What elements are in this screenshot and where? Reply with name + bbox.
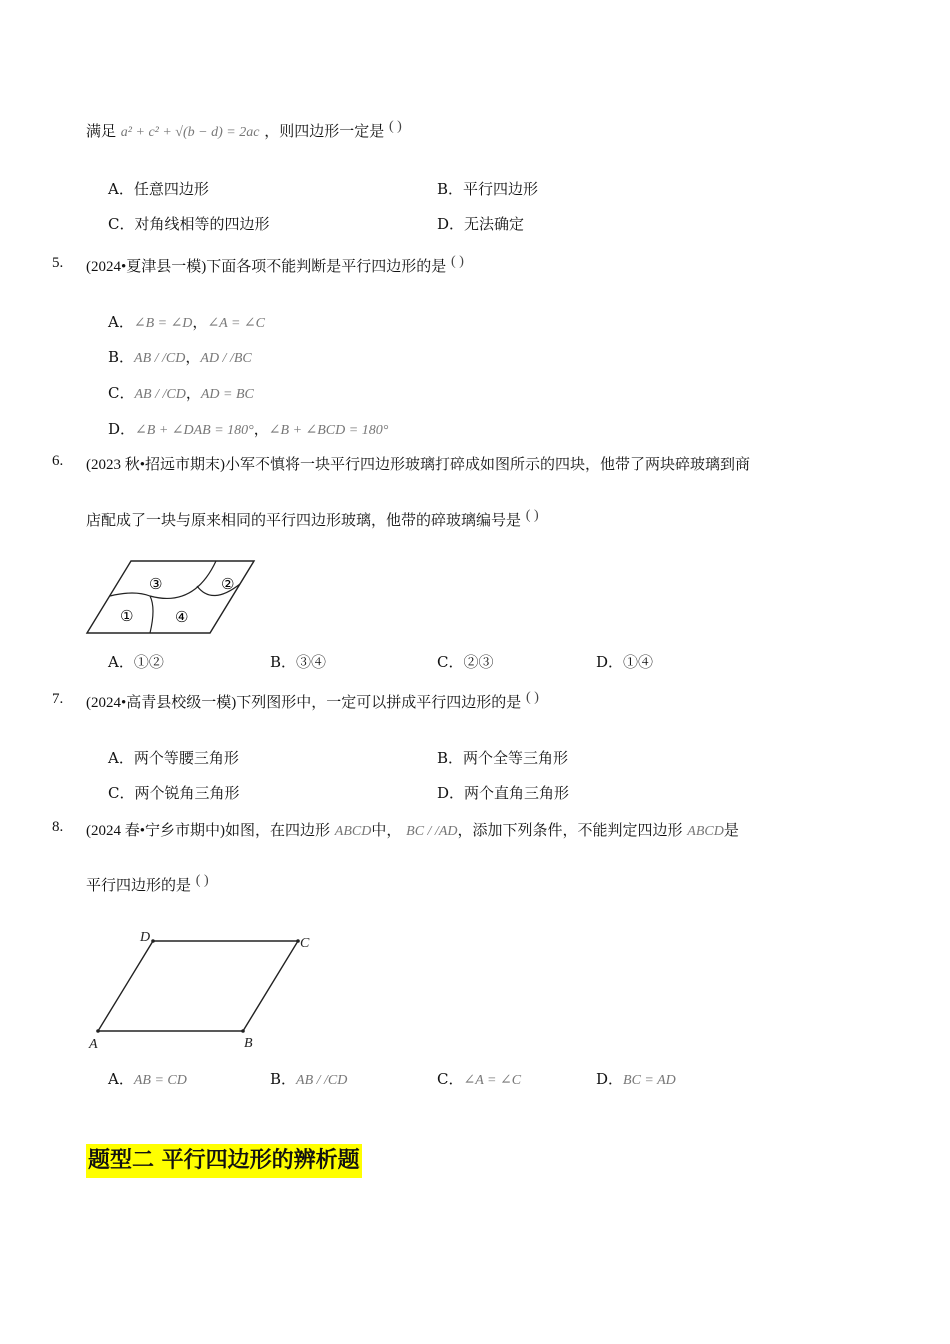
q7-number: 7. (52, 691, 64, 707)
q4-option-b: B．平行四边形 (437, 180, 539, 198)
q6-option-a: A．①② (108, 653, 164, 671)
q5-option-b: B．AB / /CD，AD / /BC (108, 348, 252, 366)
q8-option-d: D．BC = AD (596, 1070, 676, 1088)
piece-label-3: ③ (149, 575, 163, 593)
q4-option-d: D．无法确定 (437, 215, 525, 233)
q5-option-c: C．AB / /CD，AD = BC (108, 384, 254, 402)
q5-option-a: A．∠B = ∠D，∠A = ∠C (108, 313, 265, 331)
parallelogram-abcd-figure (86, 925, 322, 1053)
q7-option-c: C．两个锐角三角形 (108, 784, 240, 802)
q7-option-a: A．两个等腰三角形 (108, 749, 239, 767)
label-a: A (89, 1037, 98, 1052)
q8-stem-line2: 平行四边形的是 ( ) (86, 873, 209, 894)
q7-source: (2024•高青县校级一模) (86, 695, 237, 711)
label-b: B (244, 1036, 253, 1051)
q8-option-a: A．AB = CD (108, 1070, 187, 1088)
vertex-d (151, 939, 155, 943)
q6-option-b: B．③④ (270, 653, 327, 671)
q4-option-a: A．任意四边形 (108, 180, 209, 198)
q8-option-c: C．∠A = ∠C (437, 1070, 522, 1088)
q4-formula: a² + c² + √(b − d) = 2ac (120, 125, 260, 140)
q5-stem: (2024•夏津县一模)下面各项不能判断是平行四边形的是 ( ) (86, 254, 464, 275)
q6-source: (2023 秋•招远市期末) (86, 457, 225, 473)
q8-stem-line1: (2024 春•宁乡市期中)如图，在四边形 ABCD中， BC / /AD，添加下列条件，不能判定四边形 ABCD是 (86, 821, 739, 839)
piece-label-4: ④ (175, 608, 189, 626)
piece-label-1: ① (120, 607, 134, 625)
answer-paren: ( ) (389, 119, 402, 134)
q8-option-b: B．AB / /CD (270, 1070, 348, 1088)
q7-option-b: B．两个全等三角形 (437, 749, 569, 767)
parallelogram-outline (87, 561, 254, 633)
vertex-a (96, 1029, 100, 1033)
q6-stem-line1: (2023 秋•招远市期末)小军不慎将一块平行四边形玻璃打碎成如图所示的四块，他带了两块碎玻璃到商 (86, 455, 751, 473)
q7-option-d: D．两个直角三角形 (437, 784, 570, 802)
q6-option-d: D．①④ (596, 653, 654, 671)
piece-label-2: ② (221, 575, 235, 593)
q8-source: (2024 春•宁乡市期中) (86, 823, 225, 839)
label-c: C (300, 936, 310, 951)
parallelogram-abcd (98, 941, 298, 1031)
section-heading: 题型二 平行四边形的辨析题 (86, 1144, 362, 1178)
answer-paren: ( ) (451, 254, 464, 269)
q8-number: 8. (52, 819, 64, 835)
q4-option-c: C．对角线相等的四边形 (108, 215, 270, 233)
q4-stem: 满足 a² + c² + √(b − d) = 2ac ，则四边形一定是 ( ) (86, 119, 402, 140)
answer-paren: ( ) (525, 508, 539, 523)
answer-paren: ( ) (195, 873, 209, 888)
q5-source: (2024•夏津县一模) (86, 259, 207, 275)
q5-number: 5. (52, 255, 64, 271)
q6-stem-line2: 店配成了一块与原来相同的平行四边形玻璃，他带的碎玻璃编号是 ( ) (86, 508, 539, 529)
label-d: D (140, 930, 151, 945)
q6-number: 6. (52, 453, 64, 469)
q7-stem: (2024•高青县校级一模)下列图形中，一定可以拼成平行四边形的是 ( ) (86, 690, 539, 711)
answer-paren: ( ) (526, 690, 539, 705)
broken-glass-figure (84, 558, 260, 638)
vertex-b (241, 1029, 245, 1033)
q6-option-c: C．②③ (437, 653, 494, 671)
q5-option-d: D．∠B + ∠DAB = 180°，∠B + ∠BCD = 180° (108, 420, 389, 438)
